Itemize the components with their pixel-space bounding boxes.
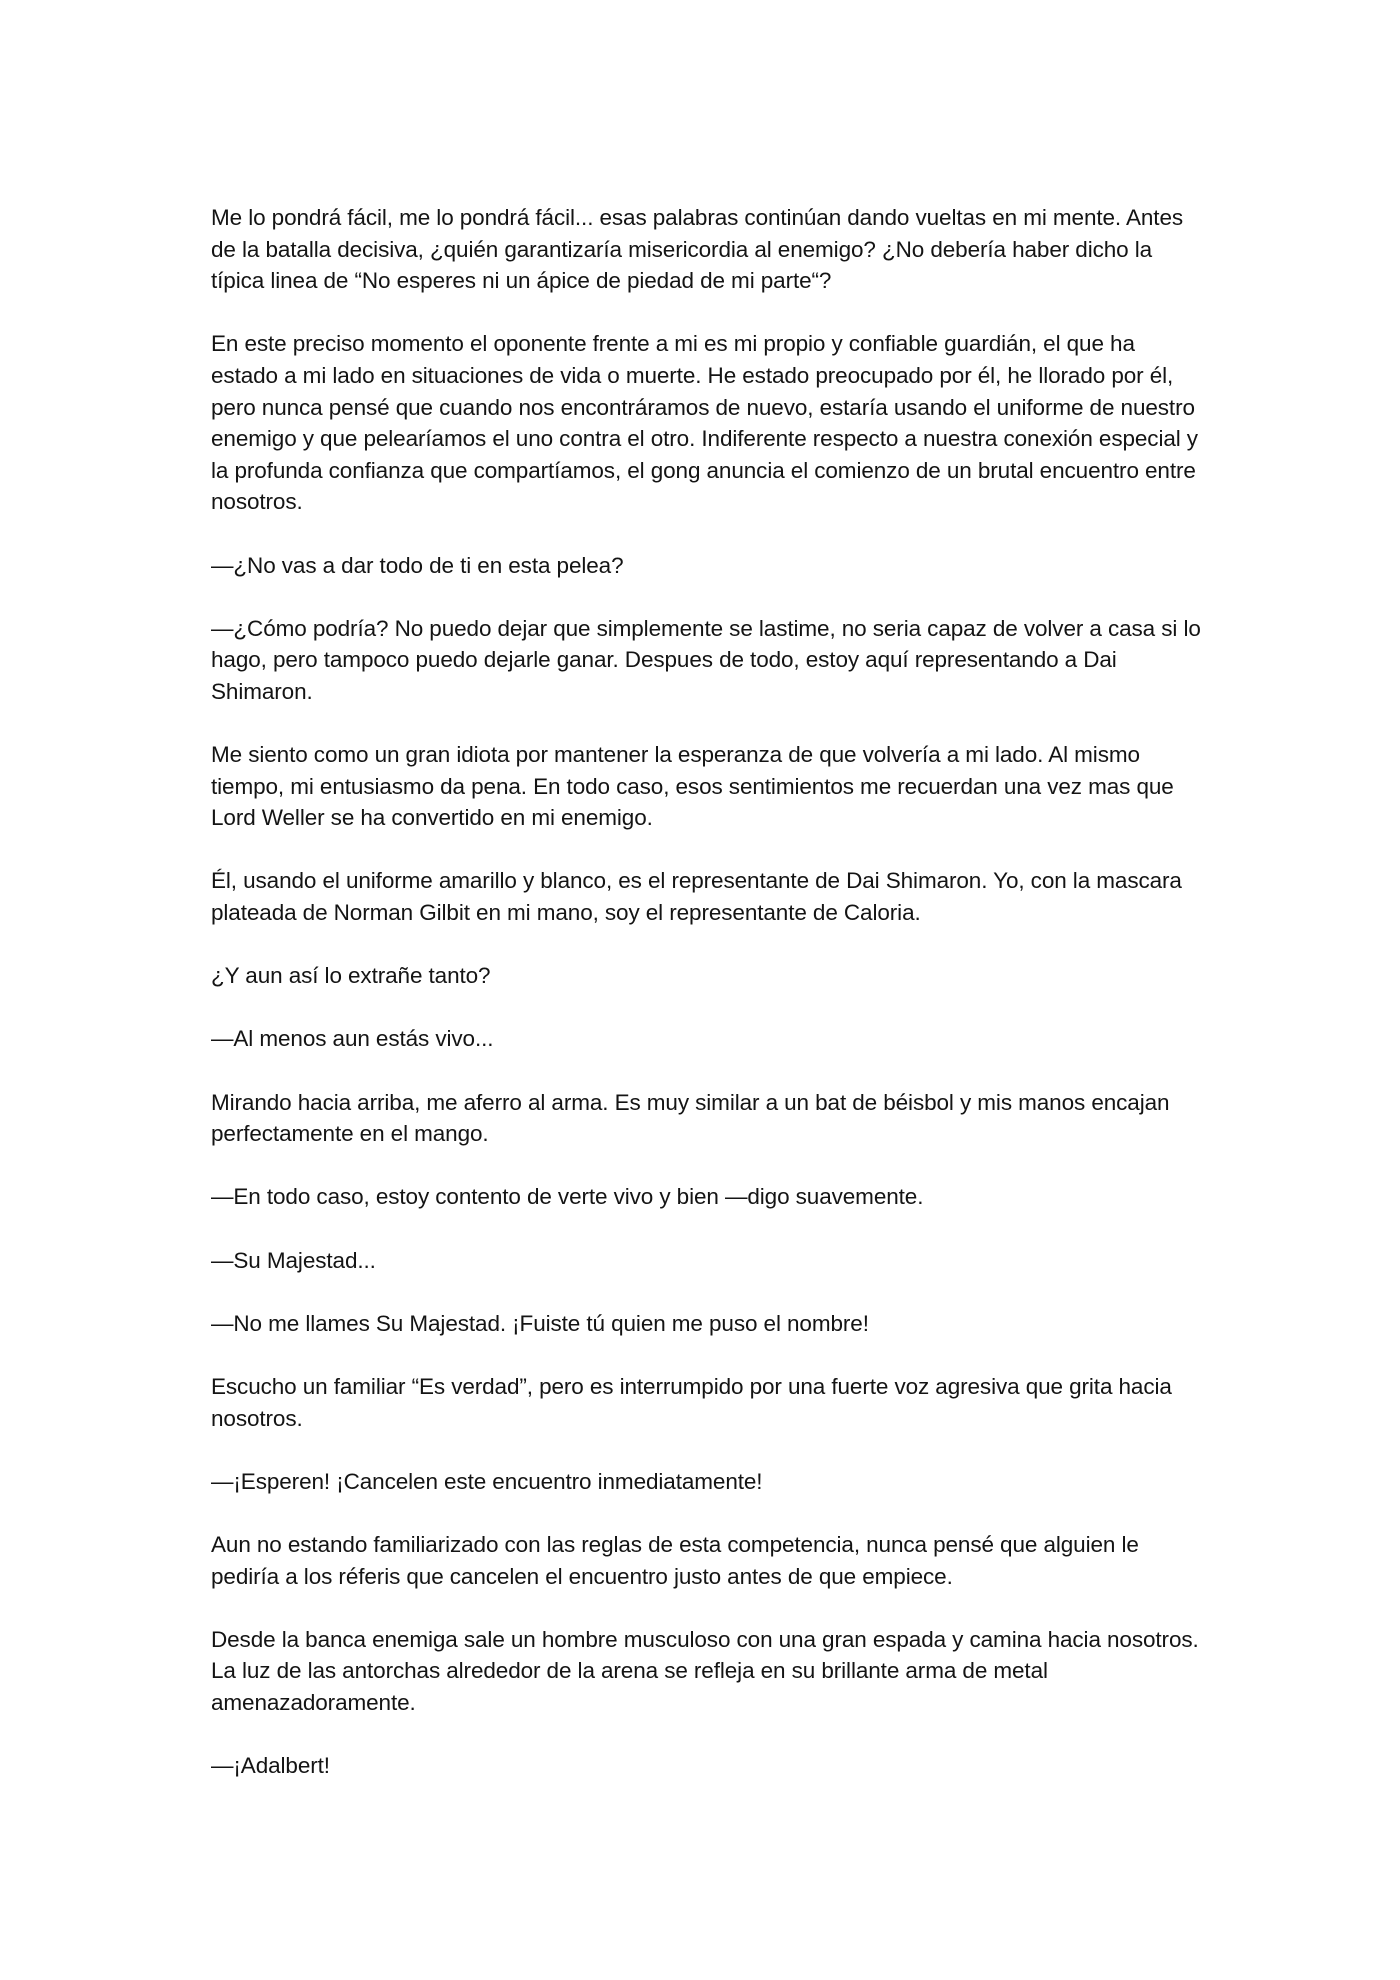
dialogue-line: —En todo caso, estoy contento de verte vivo y bien —digo suavemente. bbox=[211, 1184, 924, 1210]
paragraph: Desde la banca enemiga sale un hombre musculoso con una gran espada y camina hacia nosotros. La luz de las antorchas alrededor de la arena se refleja en su brillante arma de metal amenazadoramente. bbox=[211, 1626, 1199, 1715]
dialogue-line: —¿Cómo podría? No puedo dejar que simplemente se lastime, no seria capaz de volver a casa si lo hago, pero tampoco puedo dejarle ganar. Despues de todo, estoy aquí representando a Dai Shimaron. bbox=[211, 615, 1201, 704]
paragraph: En este preciso momento el oponente frente a mi es mi propio y confiable guardián, el que ha estado a mi lado en situaciones de vida o muerte. He estado preocupado por él, he llorado por él, pero nunca pensé que cuando nos encontráramos de nuevo, estaría usando el uniforme de nuestro enemigo y que pelearíamos el uno contra el otro. Indiferente respecto a nuestra conexión especial y la profunda confianza que compartíamos, el gong anuncia el comienzo de un brutal encuentro entre nosotros. bbox=[211, 331, 1198, 515]
paragraph: ¿Y aun así lo extrañe tanto? bbox=[211, 963, 491, 989]
dialogue-line: —¡Esperen! ¡Cancelen este encuentro inmediatamente! bbox=[211, 1468, 763, 1494]
paragraph: Él, usando el uniforme amarillo y blanco, es el representante de Dai Shimaron. Yo, con la mascara plateada de Norman Gilbit en mi mano, soy el representante de Caloria. bbox=[211, 868, 1182, 926]
dialogue-line: —No me llames Su Majestad. ¡Fuiste tú quien me puso el nombre! bbox=[211, 1310, 869, 1336]
dialogue-line: —Su Majestad... bbox=[211, 1247, 376, 1273]
document-body bbox=[211, 202, 1201, 1782]
dialogue-line: —¿No vas a dar todo de ti en esta pelea? bbox=[211, 552, 624, 578]
paragraph: Aun no estando familiarizado con las reglas de esta competencia, nunca pensé que alguien le pediría a los réferis que cancelen el encuentro justo antes de que empiece. bbox=[211, 1531, 1139, 1589]
paragraph: Mirando hacia arriba, me aferro al arma. Es muy similar a un bat de béisbol y mis manos encajan perfectamente en el mango. bbox=[211, 1089, 1170, 1147]
dialogue-line: —¡Adalbert! bbox=[211, 1753, 330, 1779]
paragraph: Escucho un familiar “Es verdad”, pero es interrumpido por una fuerte voz agresiva que grita hacia nosotros. bbox=[211, 1373, 1172, 1431]
paragraph: Me lo pondrá fácil, me lo pondrá fácil... esas palabras continúan dando vueltas en mi mente. Antes de la batalla decisiva, ¿quién garantizaría misericordia al enemigo? ¿No debería haber dicho la típica linea de “No esperes ni un ápice de piedad de mi parte“? bbox=[211, 205, 1184, 294]
paragraph: Me siento como un gran idiota por mantener la esperanza de que volvería a mi lado. Al mismo tiempo, mi entusiasmo da pena. En todo caso, esos sentimientos me recuerdan una vez mas que Lord Weller se ha convertido en mi enemigo. bbox=[211, 742, 1174, 831]
dialogue-line: —Al menos aun estás vivo... bbox=[211, 1026, 494, 1052]
